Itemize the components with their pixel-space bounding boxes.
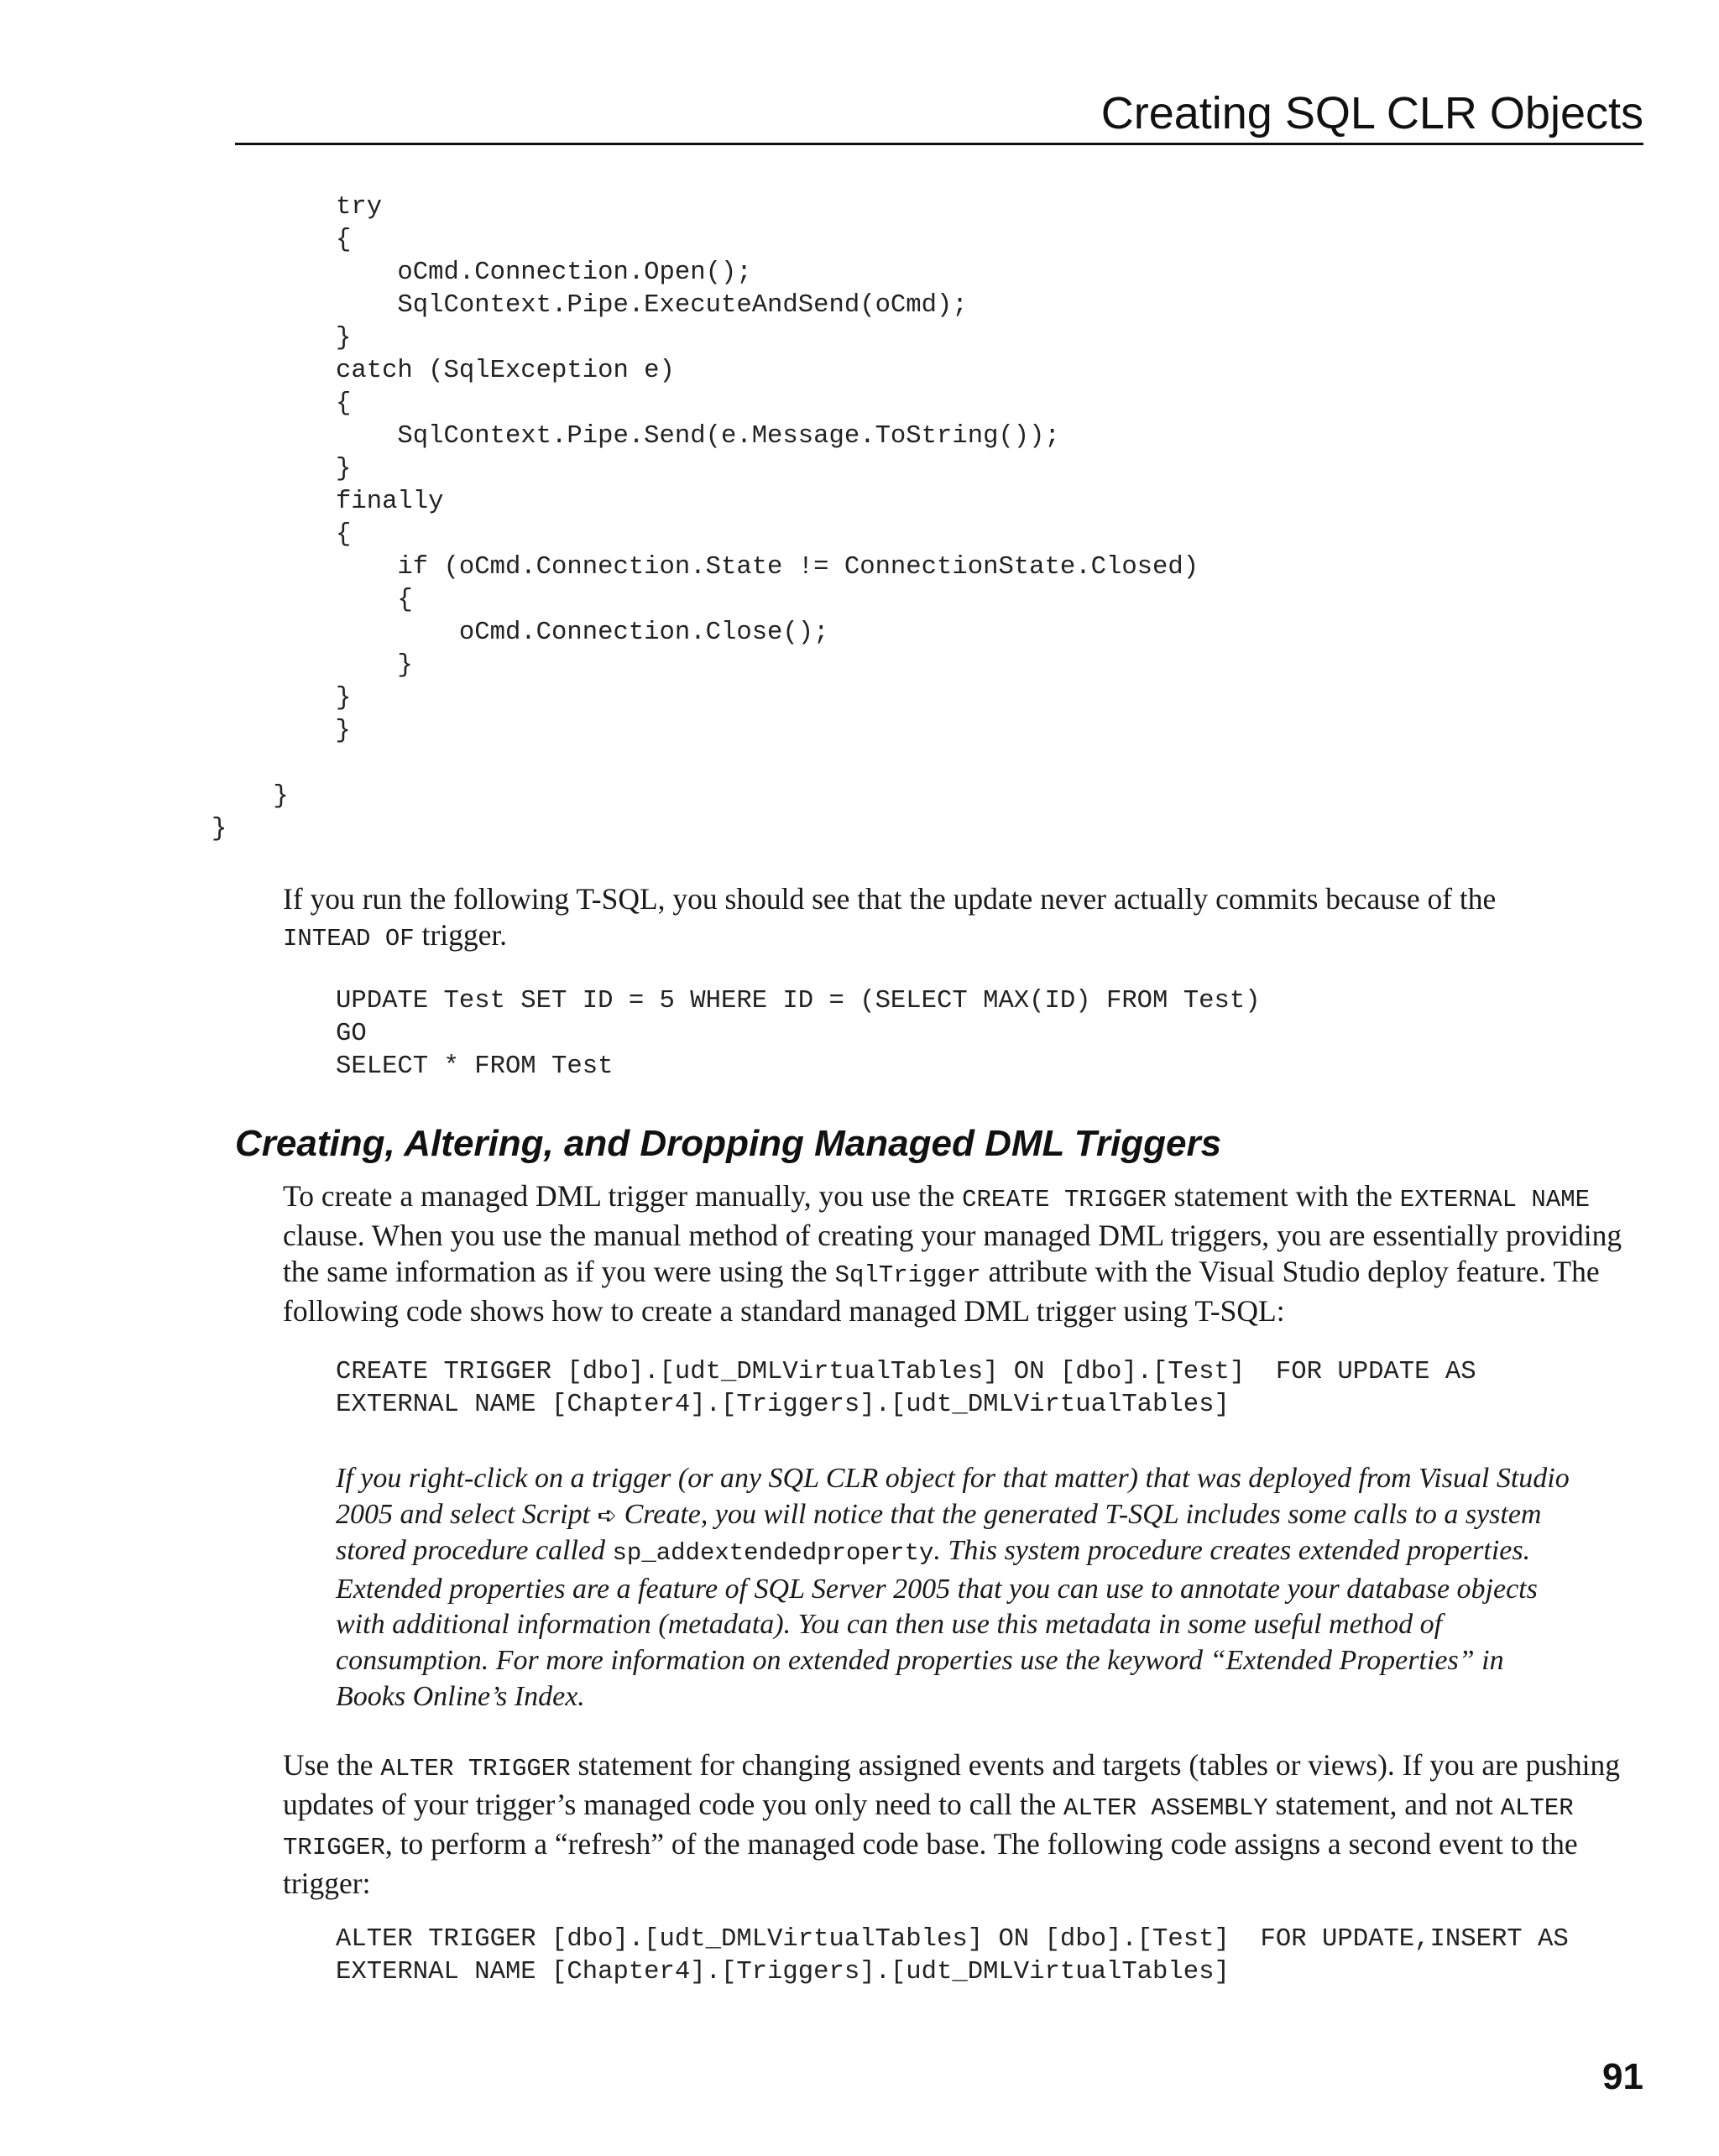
code-line: } bbox=[336, 684, 352, 713]
inline-code: SqlTrigger bbox=[834, 1261, 981, 1289]
inline-code: ALTER TRIGGER bbox=[283, 1794, 1574, 1861]
code-line: SELECT * FROM Test bbox=[336, 1052, 614, 1081]
code-block-alter-trigger bbox=[336, 1924, 1569, 1989]
code-line: EXTERNAL NAME [Chapter4].[Triggers].[udt_DMLVirtualTables] bbox=[336, 1391, 1230, 1419]
code-line: oCmd.Connection.Open(); bbox=[336, 258, 752, 287]
code-line: } bbox=[336, 651, 413, 680]
note-extended-properties: If you right-click on a trigger (or any SQL CLR object for that matter) that was deployed from Visual Studio 2005 and select Script ➪ Create, you will notice that the generated T-SQL includes some calls to a system stored procedure called sp_addextendedproperty. This system procedure creates extended properties. Extended properties are a feature of SQL Server 2005 that you can use to annotate your database objects with additional information (metadata). You can then use this metadata in some useful method of consumption. For more information on extended properties use the keyword “Extended Properties” in Books Online’s Index. bbox=[336, 1463, 1570, 1712]
page-number: 91 bbox=[1602, 2056, 1643, 2097]
inline-code: ALTER ASSEMBLY bbox=[1063, 1794, 1268, 1822]
code-line: } bbox=[274, 717, 351, 745]
code-line: if (oCmd.Connection.State != ConnectionState.Closed) bbox=[336, 553, 1199, 582]
inline-code: INTEAD OF bbox=[283, 925, 415, 953]
code-block-try-catch bbox=[212, 191, 1199, 846]
code-line: oCmd.Connection.Close(); bbox=[336, 619, 829, 647]
inline-code: sp_addextendedproperty bbox=[612, 1539, 934, 1568]
code-line: SqlContext.Pipe.ExecuteAndSend(oCmd); bbox=[336, 291, 968, 320]
code-line: { bbox=[336, 389, 352, 418]
code-line: { bbox=[336, 226, 352, 254]
paragraph-alter-trigger: Use the ALTER TRIGGER statement for changing assigned events and targets (tables or views). If you are pushing updates of your trigger’s managed code you only need to call the ALTER ASSEMBLY statement, and not ALTER TRIGGER, to perform a “refresh” of the managed code base. The following code assigns a second event to the trigger: bbox=[283, 1748, 1620, 1900]
code-block-create-trigger bbox=[336, 1356, 1476, 1422]
inline-code: CREATE TRIGGER bbox=[962, 1186, 1167, 1214]
running-header: Creating SQL CLR Objects bbox=[1100, 88, 1643, 138]
code-line: } bbox=[336, 324, 352, 352]
paragraph-intead-of: If you run the following T-SQL, you should see that the update never actually commits because of the INTEAD OF trigger. bbox=[283, 882, 1497, 953]
code-line: } bbox=[212, 782, 289, 811]
section-heading: Creating, Altering, and Dropping Managed DML Triggers bbox=[235, 1123, 1222, 1164]
code-line: UPDATE Test SET ID = 5 WHERE ID = (SELECT MAX(ID) FROM Test) bbox=[336, 987, 1261, 1015]
code-line: CREATE TRIGGER [dbo].[udt_DMLVirtualTables] ON [dbo].[Test] FOR UPDATE AS bbox=[336, 1358, 1476, 1386]
paragraph-create-trigger: To create a managed DML trigger manually, you use the CREATE TRIGGER statement with the EXTERNAL NAME clause. When you use the manual method of creating your managed DML triggers, you are essentially providing the same information as if you were using the SqlTrigger attribute with the Visual Studio deploy feature. The following code shows how to create a standard managed DML trigger using T-SQL: bbox=[283, 1179, 1622, 1328]
code-line: { bbox=[336, 586, 413, 614]
menu-arrow-icon: ➪ bbox=[597, 1501, 618, 1529]
code-line: SqlContext.Pipe.Send(e.Message.ToString()); bbox=[336, 422, 1060, 451]
inline-code: ALTER TRIGGER bbox=[380, 1755, 571, 1783]
header-rule bbox=[235, 143, 1643, 145]
code-line: catch (SqlException e) bbox=[336, 357, 675, 385]
code-block-update bbox=[336, 985, 1261, 1083]
code-line: EXTERNAL NAME [Chapter4].[Triggers].[udt_DMLVirtualTables] bbox=[336, 1958, 1230, 1986]
code-line: ALTER TRIGGER [dbo].[udt_DMLVirtualTables] ON [dbo].[Test] FOR UPDATE,INSERT AS bbox=[336, 1925, 1569, 1954]
code-line: finally bbox=[336, 488, 444, 516]
code-line: try bbox=[336, 193, 383, 222]
code-line: } bbox=[212, 815, 227, 843]
code-line: GO bbox=[336, 1020, 367, 1048]
code-line: } bbox=[336, 455, 352, 483]
code-line: { bbox=[336, 520, 352, 549]
inline-code: EXTERNAL NAME bbox=[1399, 1186, 1591, 1214]
